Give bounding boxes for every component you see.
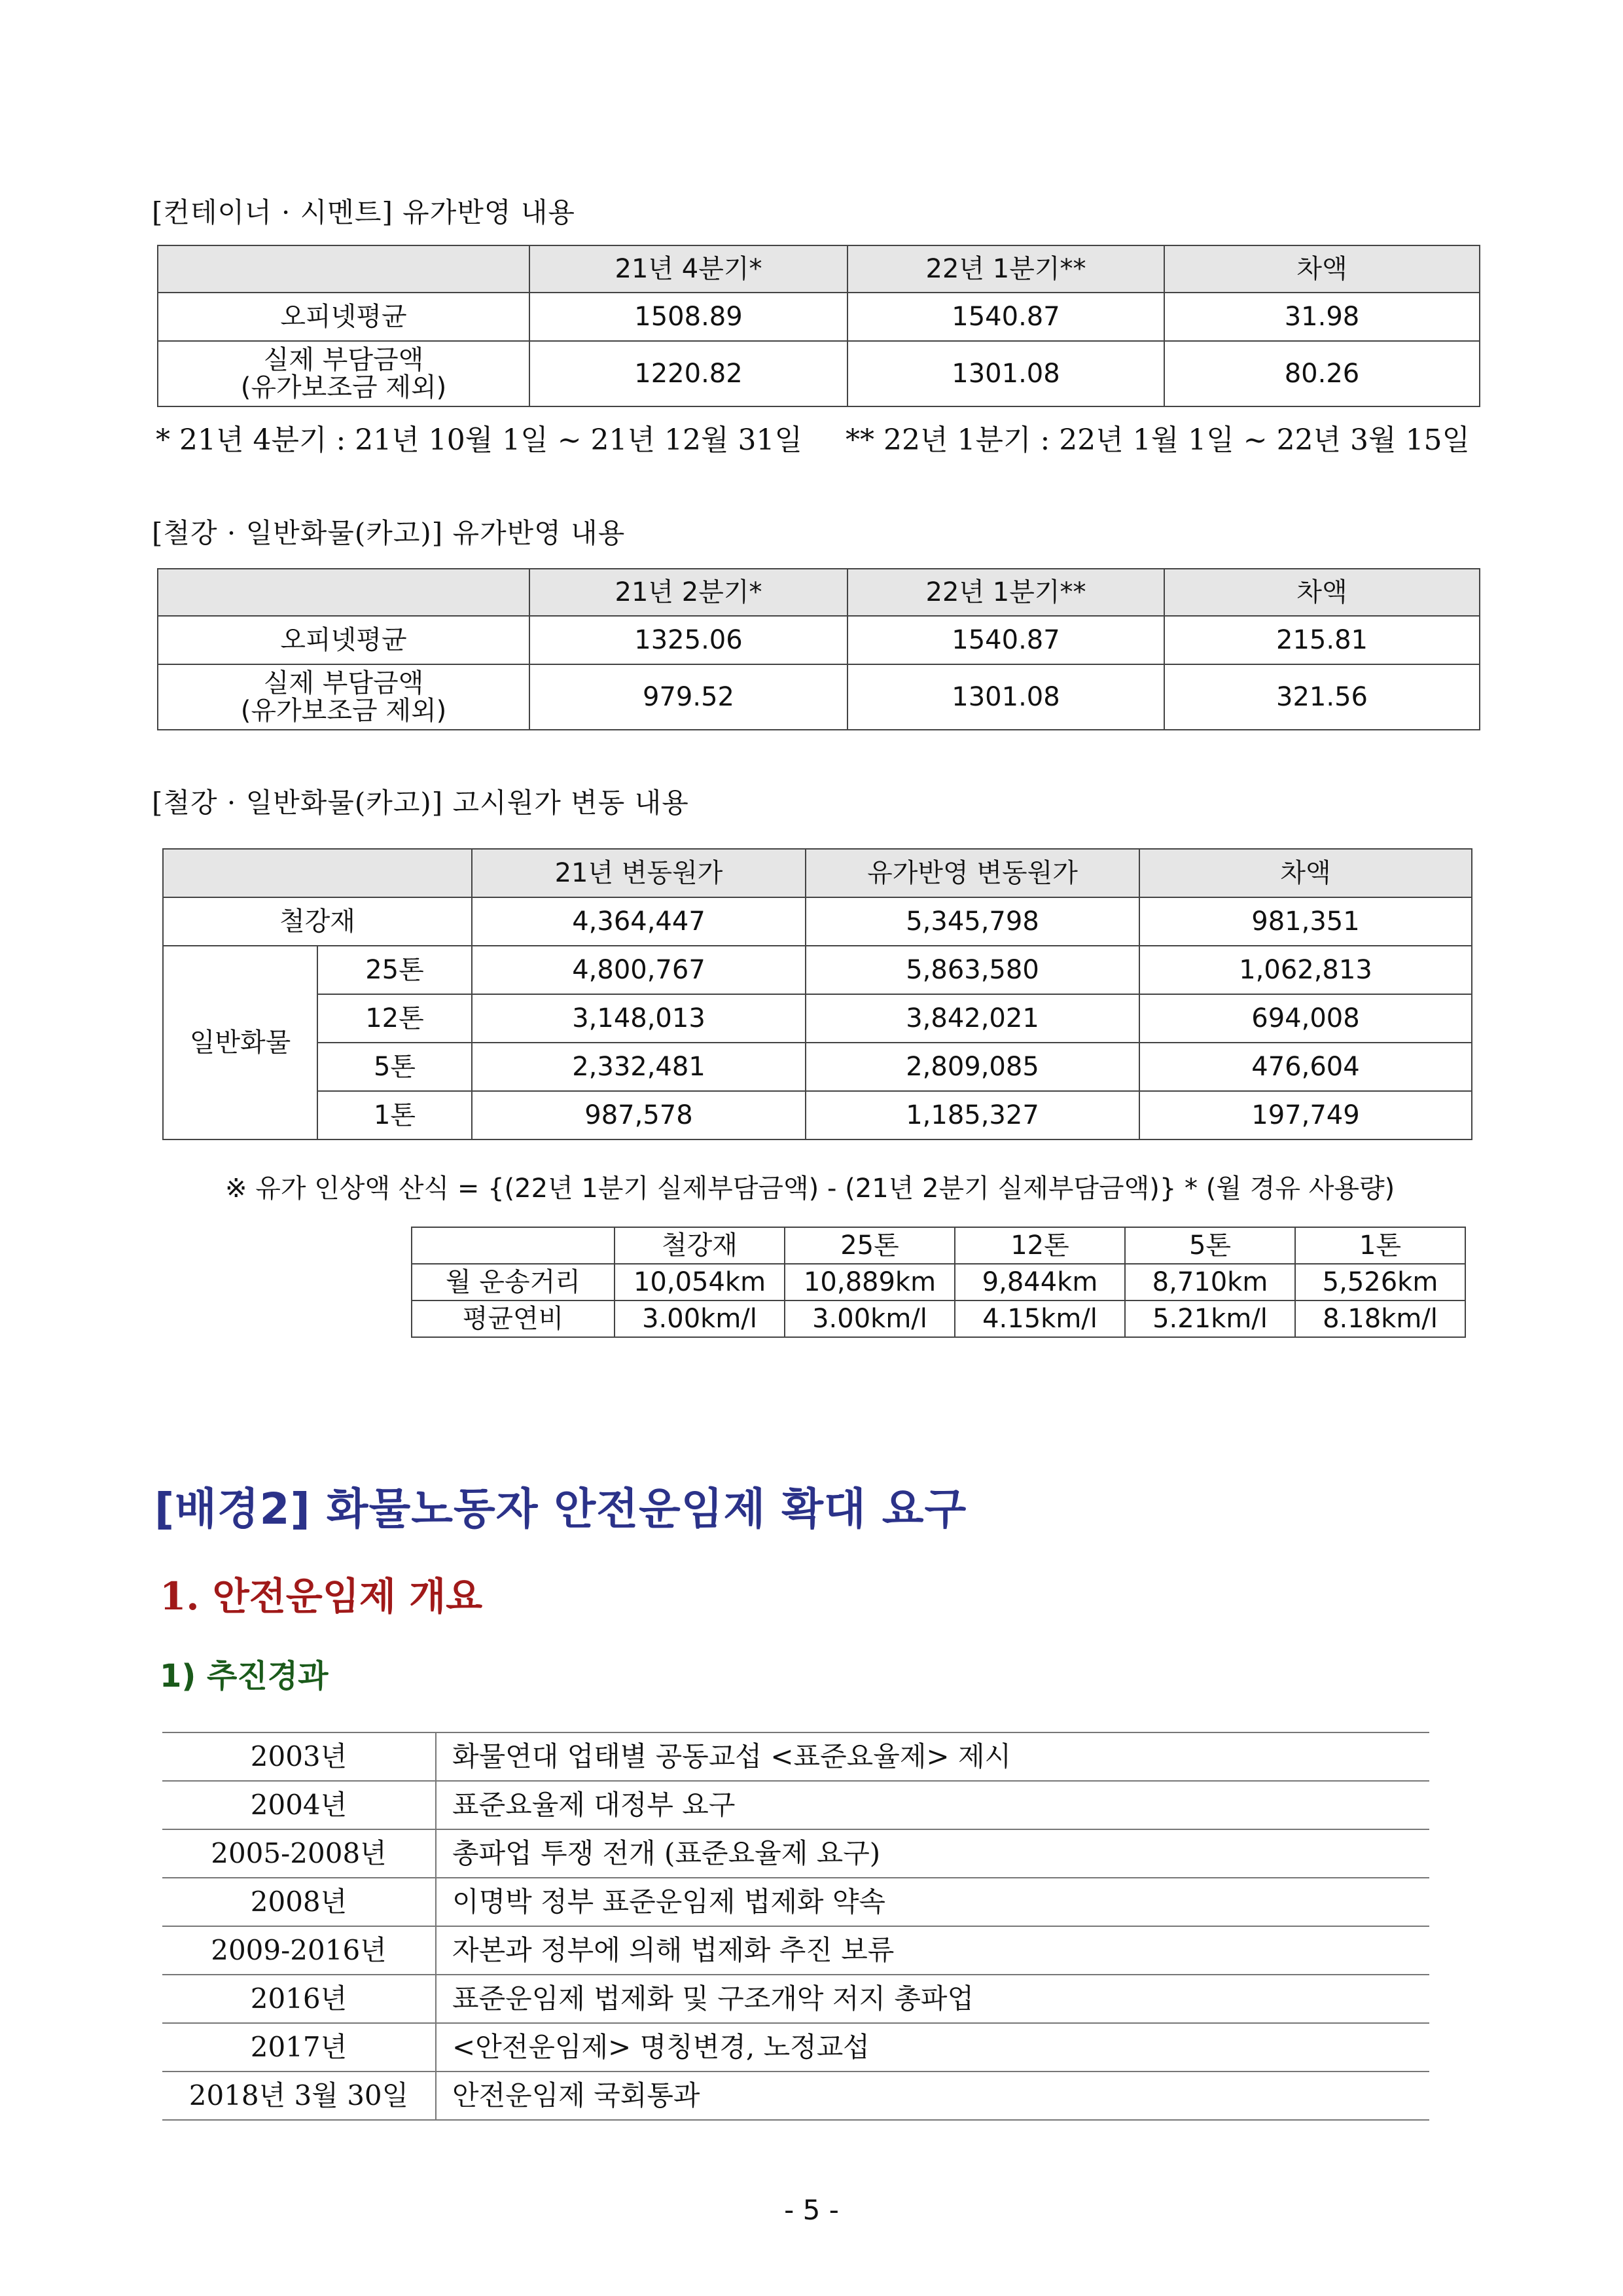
timeline-event: 자본과 정부에 의해 법제화 추진 보류 bbox=[436, 1926, 1429, 1975]
cell-value: 2,332,481 bbox=[472, 1043, 806, 1091]
header-cell-empty bbox=[158, 245, 529, 293]
row-label: 25톤 bbox=[317, 946, 472, 994]
cost-change-table bbox=[162, 848, 1472, 1140]
cell-value: 1540.87 bbox=[847, 616, 1164, 664]
cell-value: 197,749 bbox=[1139, 1091, 1472, 1139]
group-label: 일반화물 bbox=[163, 946, 317, 1139]
table-header-row bbox=[412, 1227, 1465, 1264]
header-cell: 21년 4분기* bbox=[529, 245, 847, 293]
cell-value: 3.00km/l bbox=[615, 1300, 785, 1337]
formula-note: ※ 유가 인상액 산식 = {(22년 1분기 실제부담금액) - (21년 2분기 실제부담금액)} * (월 경유 사용량) bbox=[225, 1174, 1395, 1204]
row-label-line1: 실제 부담금액 bbox=[263, 345, 424, 375]
cell-value: 4,800,767 bbox=[472, 946, 806, 994]
timeline-year: 2009-2016년 bbox=[162, 1926, 436, 1975]
timeline-table bbox=[162, 1732, 1429, 2121]
cell-value: 10,054km bbox=[615, 1264, 785, 1300]
cell-value: 31.98 bbox=[1164, 293, 1480, 341]
table-row bbox=[163, 1091, 1472, 1139]
header-cell-empty bbox=[163, 849, 472, 897]
header-cell: 25톤 bbox=[785, 1227, 955, 1264]
row-label: 철강재 bbox=[163, 897, 472, 946]
row-label: 월 운송거리 bbox=[412, 1264, 615, 1300]
row-label: 오피넷평균 bbox=[158, 293, 529, 341]
cell-value: 321.56 bbox=[1164, 664, 1480, 730]
timeline-event: 표준운임제 법제화 및 구조개악 저지 총파업 bbox=[436, 1975, 1429, 2023]
timeline-event: 화물연대 업태별 공동교섭 <표준요율제> 제시 bbox=[436, 1732, 1429, 1781]
timeline-year: 2008년 bbox=[162, 1878, 436, 1926]
cell-value: 5,863,580 bbox=[806, 946, 1139, 994]
cell-value: 1540.87 bbox=[847, 293, 1164, 341]
table-row bbox=[163, 994, 1472, 1043]
header-cell: 차액 bbox=[1164, 245, 1480, 293]
header-cell: 철강재 bbox=[615, 1227, 785, 1264]
cell-value: 1,062,813 bbox=[1139, 946, 1472, 994]
fuel-table-steel-cargo bbox=[157, 568, 1480, 730]
timeline-year: 2016년 bbox=[162, 1975, 436, 2023]
table-header-row bbox=[163, 849, 1472, 897]
row-label: 평균연비 bbox=[412, 1300, 615, 1337]
table-row bbox=[162, 1878, 1429, 1926]
fuel-table-container-cement bbox=[157, 245, 1480, 407]
cell-value: 5.21km/l bbox=[1125, 1300, 1295, 1337]
cell-value: 8.18km/l bbox=[1295, 1300, 1465, 1337]
cell-value: 4.15km/l bbox=[955, 1300, 1125, 1337]
header-cell: 5톤 bbox=[1125, 1227, 1295, 1264]
cell-value: 215.81 bbox=[1164, 616, 1480, 664]
timeline-event: 표준요율제 대정부 요구 bbox=[436, 1781, 1429, 1829]
timeline-year: 2005-2008년 bbox=[162, 1829, 436, 1878]
row-label-line2: (유가보조금 제외) bbox=[240, 696, 447, 726]
header-cell: 21년 2분기* bbox=[529, 569, 847, 616]
cell-value: 1301.08 bbox=[847, 341, 1164, 406]
table-row bbox=[158, 341, 1480, 406]
timeline-event: 총파업 투쟁 전개 (표준요율제 요구) bbox=[436, 1829, 1429, 1878]
header-cell: 차액 bbox=[1164, 569, 1480, 616]
header-cell: 22년 1분기** bbox=[847, 569, 1164, 616]
table-row bbox=[163, 897, 1472, 946]
table-header-row bbox=[158, 245, 1480, 293]
table-header-row bbox=[158, 569, 1480, 616]
cell-value: 4,364,447 bbox=[472, 897, 806, 946]
cell-value: 80.26 bbox=[1164, 341, 1480, 406]
row-label: 12톤 bbox=[317, 994, 472, 1043]
row-label: 5톤 bbox=[317, 1043, 472, 1091]
header-cell-empty bbox=[158, 569, 529, 616]
timeline-event: 이명박 정부 표준운임제 법제화 약속 bbox=[436, 1878, 1429, 1926]
table-row bbox=[412, 1300, 1465, 1337]
cell-value: 1220.82 bbox=[529, 341, 847, 406]
timeline-year: 2004년 bbox=[162, 1781, 436, 1829]
timeline-year: 2018년 3월 30일 bbox=[162, 2072, 436, 2120]
row-label-line2: (유가보조금 제외) bbox=[240, 372, 447, 403]
cell-value: 3,148,013 bbox=[472, 994, 806, 1043]
cell-value: 5,345,798 bbox=[806, 897, 1139, 946]
header-cell-empty bbox=[412, 1227, 615, 1264]
cell-value: 5,526km bbox=[1295, 1264, 1465, 1300]
header-cell: 차액 bbox=[1139, 849, 1472, 897]
subsection-heading: 1. 안전운임제 개요 bbox=[160, 1574, 483, 1619]
header-cell: 12톤 bbox=[955, 1227, 1125, 1264]
cell-value: 987,578 bbox=[472, 1091, 806, 1139]
header-cell: 21년 변동원가 bbox=[472, 849, 806, 897]
cell-value: 1301.08 bbox=[847, 664, 1164, 730]
cell-value: 476,604 bbox=[1139, 1043, 1472, 1091]
cell-value: 979.52 bbox=[529, 664, 847, 730]
table-row bbox=[162, 1732, 1429, 1781]
cell-value: 981,351 bbox=[1139, 897, 1472, 946]
table-row bbox=[162, 2072, 1429, 2120]
table-row bbox=[412, 1264, 1465, 1300]
header-cell: 22년 1분기** bbox=[847, 245, 1164, 293]
header-cell: 유가반영 변동원가 bbox=[806, 849, 1139, 897]
cell-value: 10,889km bbox=[785, 1264, 955, 1300]
section2-caption: [철강 · 일반화물(카고)] 유가반영 내용 bbox=[152, 517, 626, 549]
table-row bbox=[162, 1829, 1429, 1878]
footnote-q1: ** 22년 1분기 : 22년 1월 1일 ~ 22년 3월 15일 bbox=[846, 423, 1471, 457]
row-label: 오피넷평균 bbox=[158, 616, 529, 664]
section-heading-background2: [배경2] 화물노동자 안전운임제 확대 요구 bbox=[154, 1484, 967, 1534]
sub-subsection-heading: 1) 추진경과 bbox=[160, 1658, 329, 1695]
cell-value: 3.00km/l bbox=[785, 1300, 955, 1337]
timeline-year: 2003년 bbox=[162, 1732, 436, 1781]
section1-caption: [컨테이너 · 시멘트] 유가반영 내용 bbox=[152, 196, 575, 228]
page-number: - 5 - bbox=[784, 2194, 839, 2226]
table-row bbox=[158, 616, 1480, 664]
table-row bbox=[162, 1781, 1429, 1829]
row-label-line1: 실제 부담금액 bbox=[263, 668, 424, 698]
row-label: 1톤 bbox=[317, 1091, 472, 1139]
cell-value: 8,710km bbox=[1125, 1264, 1295, 1300]
section3-caption: [철강 · 일반화물(카고)] 고시원가 변동 내용 bbox=[152, 787, 689, 819]
table-row bbox=[158, 664, 1480, 730]
table-row bbox=[158, 293, 1480, 341]
distance-efficiency-table bbox=[411, 1227, 1466, 1338]
table-row bbox=[162, 1926, 1429, 1975]
row-label bbox=[158, 664, 529, 730]
header-cell: 1톤 bbox=[1295, 1227, 1465, 1264]
cell-value: 1508.89 bbox=[529, 293, 847, 341]
cell-value: 1325.06 bbox=[529, 616, 847, 664]
table-row bbox=[163, 1043, 1472, 1091]
cell-value: 694,008 bbox=[1139, 994, 1472, 1043]
cell-value: 3,842,021 bbox=[806, 994, 1139, 1043]
table-row bbox=[162, 1975, 1429, 2023]
row-label bbox=[158, 341, 529, 406]
cell-value: 1,185,327 bbox=[806, 1091, 1139, 1139]
timeline-event: <안전운임제> 명칭변경, 노정교섭 bbox=[436, 2023, 1429, 2072]
footnote-q4: * 21년 4분기 : 21년 10월 1일 ~ 21년 12월 31일 bbox=[156, 423, 803, 457]
timeline-event: 안전운임제 국회통과 bbox=[436, 2072, 1429, 2120]
table-row bbox=[163, 946, 1472, 994]
cell-value: 9,844km bbox=[955, 1264, 1125, 1300]
table-row bbox=[162, 2023, 1429, 2072]
cell-value: 2,809,085 bbox=[806, 1043, 1139, 1091]
timeline-year: 2017년 bbox=[162, 2023, 436, 2072]
